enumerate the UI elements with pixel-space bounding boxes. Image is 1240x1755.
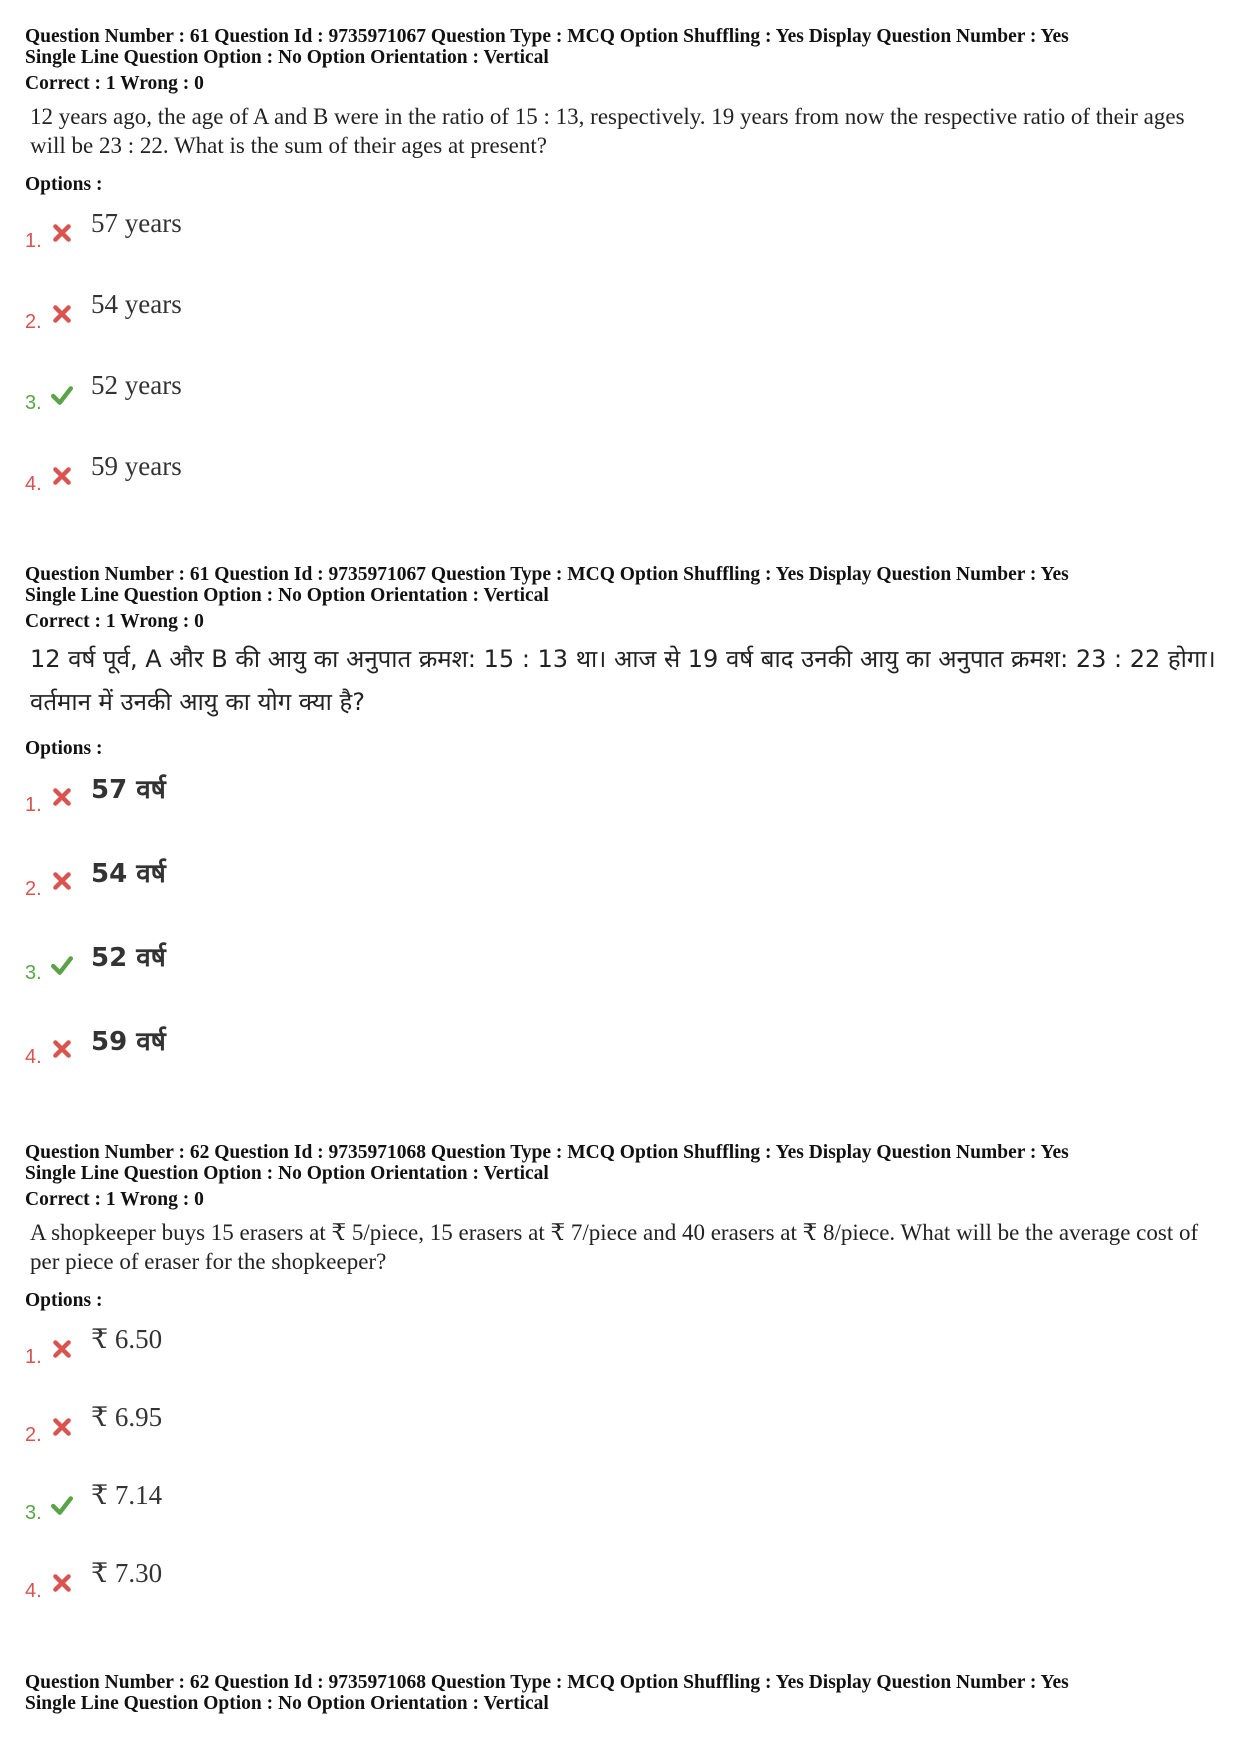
option-number: 4. xyxy=(25,473,42,495)
check-icon xyxy=(51,1494,73,1516)
option-text: ₹ 7.30 xyxy=(91,1558,163,1588)
cross-icon xyxy=(51,465,73,487)
cross-icon xyxy=(51,1416,73,1438)
option-text: ₹ 6.50 xyxy=(91,1324,163,1354)
question-meta: Question Number : 62 Question Id : 9735971068 Question Type : MCQ Option Shuffling : Yes Display Question Number : Yes xyxy=(25,1142,1069,1163)
marking-scheme: Correct : 1 Wrong : 0 xyxy=(25,611,204,632)
option-text: ₹ 7.14 xyxy=(91,1480,163,1510)
cross-icon xyxy=(51,1338,73,1360)
option-number: 1. xyxy=(25,230,42,252)
question-meta: Question Number : 61 Question Id : 9735971067 Question Type : MCQ Option Shuffling : Yes Display Question Number : Yes xyxy=(25,564,1069,585)
question-text: 12 years ago, the age of A and B were in the ratio of 15 : 13, respectively. 19 years from now the respective ratio of their ages will be 23 : 22. What is the sum of their ages at present? xyxy=(30,104,1185,158)
option-item xyxy=(25,289,1225,376)
option-text: 59 वर्ष xyxy=(91,1027,166,1057)
option-text: 52 वर्ष xyxy=(91,943,166,973)
options-list xyxy=(25,208,1225,538)
question-meta: Single Line Question Option : No Option Orientation : Vertical xyxy=(25,585,549,606)
marking-scheme: Correct : 1 Wrong : 0 xyxy=(25,73,204,94)
cross-icon xyxy=(51,1572,73,1594)
check-icon xyxy=(51,954,73,976)
options-label: Options : xyxy=(25,738,103,759)
option-item xyxy=(25,1027,1225,1114)
question-meta: Single Line Question Option : No Option Orientation : Vertical xyxy=(25,1693,549,1714)
question-meta: Question Number : 62 Question Id : 9735971068 Question Type : MCQ Option Shuffling : Yes Display Question Number : Yes xyxy=(25,1672,1069,1693)
cross-icon xyxy=(51,870,73,892)
option-item-correct xyxy=(25,370,1225,457)
options-label: Options : xyxy=(25,1290,103,1311)
option-number: 2. xyxy=(25,1424,42,1446)
cross-icon xyxy=(51,1038,73,1060)
option-item xyxy=(25,208,1225,295)
question-block xyxy=(25,26,1225,538)
question-text: 12 वर्ष पूर्व, A और B की आयु का अनुपात क्रमश: 15 : 13 था। आज से 19 वर्ष बाद उनकी आयु का अनुपात क्रमश: 23 : 22 होगा। वर्तमान में उनकी आयु का योग क्या है? xyxy=(30,645,1216,716)
option-item xyxy=(25,1324,1225,1408)
option-number: 3. xyxy=(25,392,42,414)
check-icon xyxy=(51,384,73,406)
options-list xyxy=(25,775,1225,1114)
option-number: 4. xyxy=(25,1046,42,1068)
option-item-correct xyxy=(25,1480,1225,1564)
cross-icon xyxy=(51,222,73,244)
question-block xyxy=(25,1142,1225,1642)
question-meta: Question Number : 61 Question Id : 9735971067 Question Type : MCQ Option Shuffling : Yes Display Question Number : Yes xyxy=(25,26,1069,47)
option-item-correct xyxy=(25,943,1225,1030)
option-text: 57 वर्ष xyxy=(91,775,166,805)
option-number: 4. xyxy=(25,1580,42,1602)
question-block xyxy=(25,1672,1225,1714)
option-number: 3. xyxy=(25,1502,42,1524)
question-text: A shopkeeper buys 15 erasers at ₹ 5/piece, 15 erasers at ₹ 7/piece and 40 erasers at ₹ 8/piece. What will be the average cost of per piece of eraser for the shopkeeper? xyxy=(30,1220,1199,1274)
option-text: 54 वर्ष xyxy=(91,859,166,889)
options-list xyxy=(25,1324,1225,1642)
option-text: ₹ 6.95 xyxy=(91,1402,163,1432)
cross-icon xyxy=(51,303,73,325)
option-text: 54 years xyxy=(91,289,182,319)
question-block xyxy=(25,564,1225,1114)
marking-scheme: Correct : 1 Wrong : 0 xyxy=(25,1189,204,1210)
option-text: 57 years xyxy=(91,208,182,238)
option-number: 2. xyxy=(25,878,42,900)
option-item xyxy=(25,859,1225,946)
option-item xyxy=(25,1402,1225,1486)
option-number: 2. xyxy=(25,311,42,333)
options-label: Options : xyxy=(25,174,103,195)
option-number: 3. xyxy=(25,962,42,984)
option-text: 52 years xyxy=(91,370,182,400)
question-meta: Single Line Question Option : No Option Orientation : Vertical xyxy=(25,47,549,68)
option-number: 1. xyxy=(25,794,42,816)
question-meta: Single Line Question Option : No Option Orientation : Vertical xyxy=(25,1163,549,1184)
option-item xyxy=(25,775,1225,862)
option-number: 1. xyxy=(25,1346,42,1368)
cross-icon xyxy=(51,786,73,808)
option-item xyxy=(25,451,1225,538)
option-text: 59 years xyxy=(91,451,182,481)
option-item xyxy=(25,1558,1225,1642)
